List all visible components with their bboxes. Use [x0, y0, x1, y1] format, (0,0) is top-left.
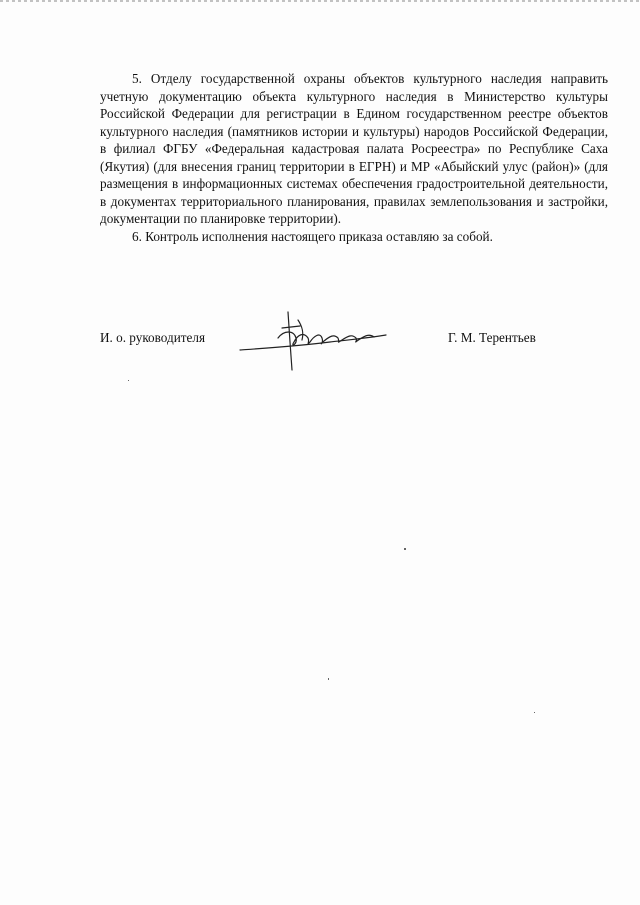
scan-speck: [534, 712, 535, 713]
scan-speck: [128, 380, 129, 381]
position-title: И. о. руководителя: [100, 330, 206, 345]
signature-block: [100, 330, 608, 380]
document-body: [100, 70, 608, 245]
handwritten-signature: [238, 308, 388, 378]
scan-speck: [328, 678, 329, 680]
scan-edge-artifact: [0, 0, 640, 2]
signer-name: Г. М. Терентьев: [448, 330, 536, 345]
scan-speck: [404, 548, 406, 550]
paragraph-5: 5. Отделу государственной охраны объектов культурного наследия направить учетную документацию объекта культурного наследия в Министерство культуры Российской Федерации для регистрации в Едином государственном реестре объектов культурного наследия (памятников истории и культуры) народов Российской Федерации, в филиал ФГБУ «Федеральная кадастровая палата Росреестра» по Республике Саха (Якутия) (для внесения границ территории в ЕГРН) и МР «Абыйский улус (район)» (для размещения в информационных системах обеспечения градостроительной деятельности, в документах территориального планирования, правилах землепользования и застройки, документации по планировке территории).: [100, 71, 608, 226]
paragraph-6: 6. Контроль исполнения настоящего приказа оставляю за собой.: [132, 228, 493, 244]
